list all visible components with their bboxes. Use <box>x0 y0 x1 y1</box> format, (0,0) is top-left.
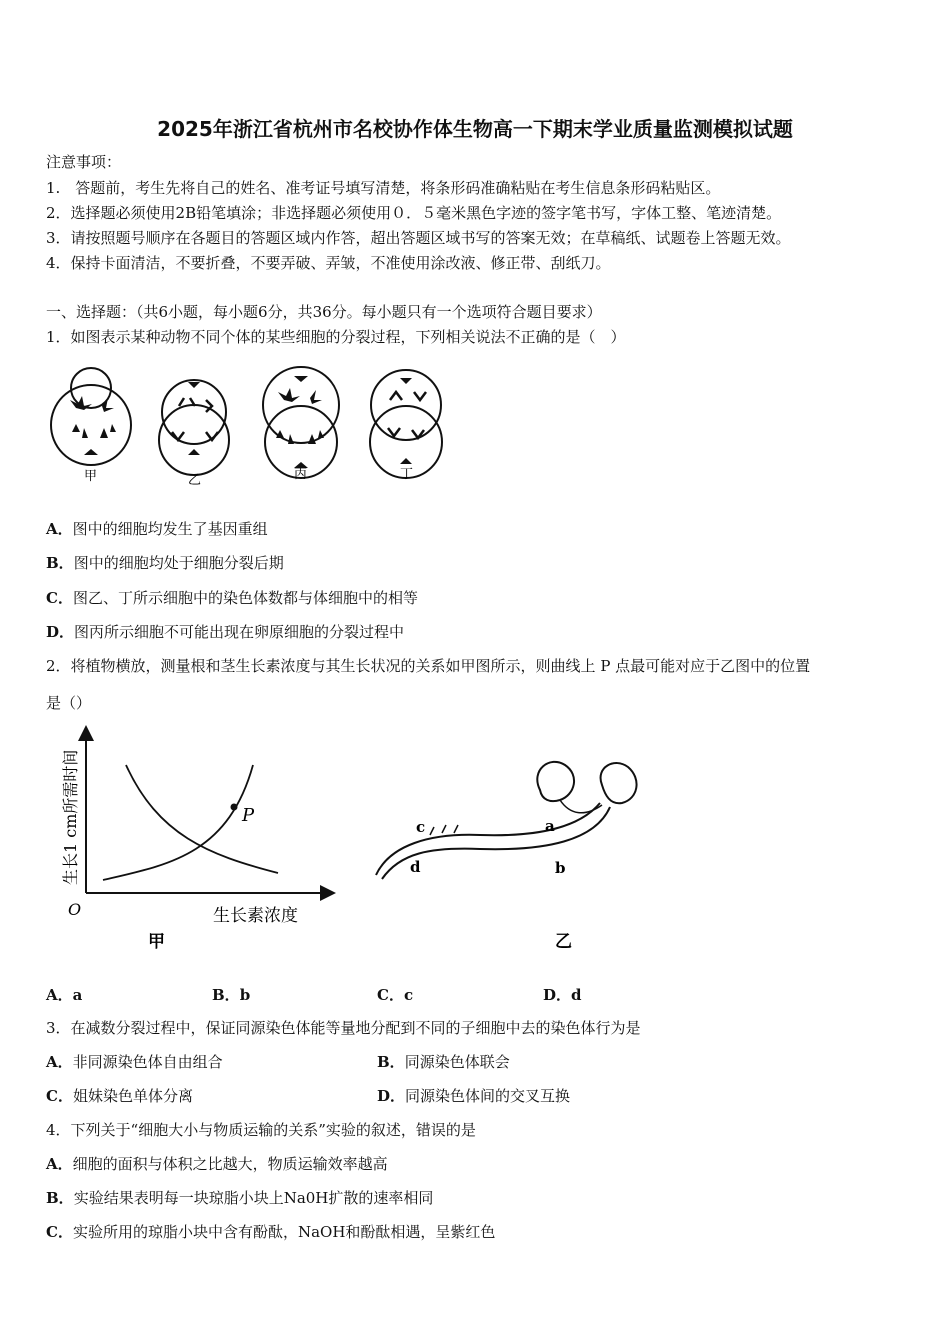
plant-label-a: a <box>545 817 555 835</box>
point-p-marker <box>231 804 238 811</box>
q3-option-b <box>377 1052 510 1072</box>
option-text: a <box>72 986 83 1004</box>
option-letter: D． <box>46 623 75 641</box>
cell-yi <box>159 380 229 475</box>
option-letter: B． <box>377 1053 405 1071</box>
point-p-label: P <box>242 805 255 826</box>
plant-label-b: b <box>555 859 566 877</box>
option-letter: B． <box>46 554 74 572</box>
option-text: b <box>239 986 251 1004</box>
option-text: 姐妹染色单体分离 <box>72 1087 193 1105</box>
option-letter: A． <box>46 520 73 538</box>
chromosomes-jia <box>70 396 116 455</box>
option-text: c <box>403 986 414 1004</box>
page-title: 2025年浙江省杭州市名校协作体生物高一下期末学业质量监测模拟试题 <box>157 117 793 141</box>
q1-option-b <box>46 553 284 573</box>
notice-item: 1. 答题前，考生先将自己的姓名、准考证号填写清楚，将条形码准确粘贴在考生信息条形码粘贴区。 <box>46 179 721 197</box>
origin-label: O <box>68 900 82 919</box>
option-text: 非同源染色体自由组合 <box>72 1053 223 1071</box>
option-text: 细胞的面积与体积之比越大，物质运输效率越高 <box>72 1155 388 1173</box>
auxin-graph <box>48 725 338 955</box>
section-heading: 一、选择题：（共6小题，每小题6分，共36分。每小题只有一个选项符合题目要求） <box>46 303 602 321</box>
q2-option-a <box>46 985 82 1005</box>
question-2-stem-cont: 是（） <box>46 694 92 712</box>
q1-option-d <box>46 622 404 642</box>
cell-label-ding: 丁 <box>400 467 414 482</box>
notice-item: 2．选择题必须使用2B铅笔填涂；非选择题必须使用０．５毫米黑色字迹的签字笔书写，字体工整、笔迹清楚。 <box>46 204 782 222</box>
root-hairs <box>430 825 458 835</box>
option-text: 实验结果表明每一块琼脂小块上Na0H扩散的速率相同 <box>73 1189 434 1207</box>
notice-item: 4．保持卡面清洁，不要折叠，不要弄破、弄皱，不准使用涂改液、修正带、刮纸刀。 <box>46 254 611 272</box>
option-text: d <box>571 986 582 1004</box>
question-2-stem: 2．将植物横放，测量根和茎生长素浓度与其生长状况的关系如甲图所示，则曲线上 P 点最可能对应于乙图中的位置 <box>46 657 811 675</box>
chromosomes-yi <box>172 398 218 440</box>
plant-label-c: c <box>416 818 426 836</box>
question-3-stem: 3．在减数分裂过程中，保证同源染色体能等量地分配到不同的子细胞中去的染色体行为是 <box>46 1019 641 1037</box>
plant-label-d: d <box>410 858 421 876</box>
question-1-stem: 1．如图表示某种动物不同个体的某些细胞的分裂过程，下列相关说法不正确的是（ ） <box>46 328 626 346</box>
option-letter: D． <box>543 986 572 1004</box>
option-letter: A． <box>46 986 73 1004</box>
q2-option-b <box>212 985 250 1005</box>
q3-option-d <box>377 1086 570 1106</box>
option-text: 同源染色体联会 <box>404 1053 510 1071</box>
q2-option-c <box>377 985 413 1005</box>
option-letter: B． <box>212 986 240 1004</box>
option-letter: C． <box>46 1223 73 1241</box>
chromosomes-ding <box>388 392 426 438</box>
q1-option-c <box>46 588 418 608</box>
cell-label-bing: 丙 <box>294 467 308 482</box>
graph-caption: 甲 <box>148 932 165 952</box>
q4-option-c <box>46 1222 495 1242</box>
option-text: 图中的细胞均处于细胞分裂后期 <box>73 554 284 572</box>
option-letter: A． <box>46 1053 73 1071</box>
option-letter: B． <box>46 1189 74 1207</box>
option-letter: C． <box>46 1087 73 1105</box>
leaf-left <box>537 762 574 801</box>
question-4-stem: 4．下列关于“细胞大小与物质运输的关系”实验的叙述，错误的是 <box>46 1121 476 1139</box>
q4-option-a <box>46 1154 388 1174</box>
root-curve <box>126 765 278 873</box>
option-text: 图中的细胞均发生了基因重组 <box>72 520 268 538</box>
option-letter: C． <box>46 589 73 607</box>
option-letter: C． <box>377 986 404 1004</box>
cell-label-jia: 甲 <box>84 469 98 484</box>
q3-option-a <box>46 1052 223 1072</box>
chromosomes-bing <box>276 376 324 468</box>
option-letter: D． <box>377 1087 406 1105</box>
q1-option-a <box>46 519 268 539</box>
notice-heading: 注意事项： <box>46 153 122 171</box>
plant-figure <box>370 755 670 955</box>
option-text: 同源染色体间的交叉互换 <box>405 1087 571 1105</box>
option-text: 实验所用的琼脂小块中含有酚酞，NaOH和酚酞相遇，呈紫红色 <box>72 1223 496 1241</box>
notice-item: 3．请按照题号顺序在各题目的答题区域内作答，超出答题区域书写的答案无效；在草稿纸、试题卷上答题无效。 <box>46 229 791 247</box>
cell-bing <box>263 367 339 478</box>
stem-curve <box>103 765 253 880</box>
plant-caption: 乙 <box>555 932 572 952</box>
cell-division-figure <box>44 360 454 490</box>
cell-label-yi: 乙 <box>188 473 202 488</box>
q2-option-d <box>543 985 582 1005</box>
option-text: 图丙所示细胞不可能出现在卵原细胞的分裂过程中 <box>74 623 405 641</box>
x-axis-label: 生长素浓度 <box>213 906 298 926</box>
option-letter: A． <box>46 1155 73 1173</box>
leaf-right <box>601 763 637 803</box>
option-text: 图乙、丁所示细胞中的染色体数都与体细胞中的相等 <box>72 589 418 607</box>
y-axis-label: 生长1 cm所需时间 <box>61 749 80 885</box>
q4-option-b <box>46 1188 433 1208</box>
q3-option-c <box>46 1086 193 1106</box>
